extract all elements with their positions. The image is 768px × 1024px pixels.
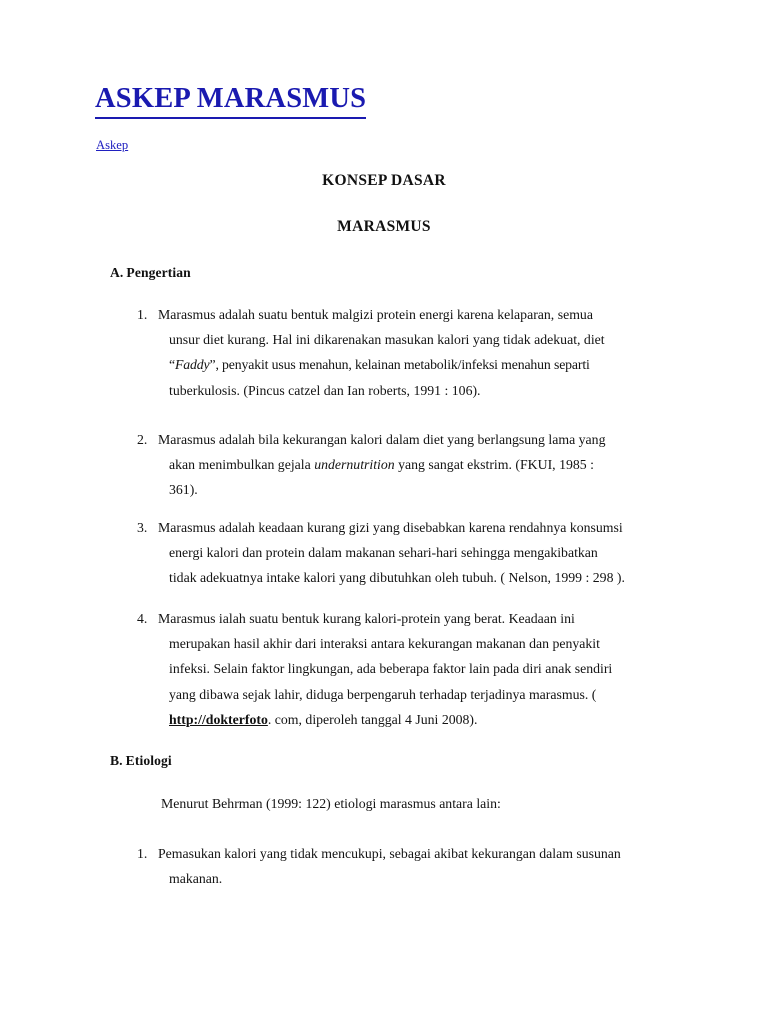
page-title bbox=[95, 84, 366, 119]
list-item bbox=[137, 841, 682, 891]
text-line-faddy: “Faddy”, penyakit usus menahun, kelainan metabolik/infeksi menahun separti bbox=[169, 357, 590, 373]
external-link-dokterfoto[interactable]: http://dokterfoto bbox=[169, 711, 268, 727]
text-line: Pemasukan kalori yang tidak mencukupi, sebagai akibat kekurangan dalam susunan bbox=[158, 846, 621, 861]
list-marker: 4. bbox=[137, 611, 148, 626]
list-marker: 1. bbox=[137, 846, 148, 861]
page-title-text: ASKEP MARASMUS bbox=[95, 84, 366, 119]
text-line-undernutrition: akan menimbulkan gejala undernutrition yang sangat ekstrim. (FKUI, 1985 : bbox=[169, 457, 594, 473]
text-line: energi kalori dan protein dalam makanan sehari-hari sehingga mengakibatkan bbox=[169, 545, 598, 561]
text-line: Marasmus adalah bila kekurangan kalori dalam diet yang berlangsung lama yang bbox=[158, 432, 606, 447]
list-item-body bbox=[158, 515, 682, 591]
list-marker: 2. bbox=[137, 432, 148, 447]
text-line: tidak adekuatnya intake kalori yang dibutuhkan oleh tubuh. ( Nelson, 1999 : 298 ). bbox=[169, 570, 625, 586]
text-line: makanan. bbox=[169, 871, 223, 887]
heading-marasmus: MARASMUS bbox=[337, 218, 431, 235]
breadcrumb-link-askep[interactable]: Askep bbox=[96, 138, 129, 152]
list-item-body bbox=[158, 606, 682, 732]
list-item-body bbox=[158, 841, 682, 891]
section-b-letter: B. bbox=[110, 753, 123, 768]
italic-term: Faddy bbox=[174, 357, 210, 373]
link-tail-text: . com, diperoleh tanggal 4 Juni 2008). bbox=[267, 711, 478, 727]
text-line: infeksi. Selain faktor lingkungan, ada beberapa faktor lain pada diri anak sendiri bbox=[169, 661, 613, 677]
list-item bbox=[137, 606, 682, 732]
list-marker: 3. bbox=[137, 520, 148, 535]
text-line: Marasmus adalah keadaan kurang gizi yang disebabkan karena rendahnya konsumsi bbox=[158, 520, 623, 535]
list-item bbox=[137, 515, 682, 591]
section-heading-b bbox=[110, 753, 172, 769]
text-line: tuberkulosis. (Pincus catzel dan Ian roberts, 1991 : 106). bbox=[169, 382, 481, 398]
section-heading-a bbox=[110, 265, 191, 281]
text-line: 361). bbox=[169, 482, 198, 498]
section-b-label: Etiologi bbox=[125, 753, 172, 768]
text-line-source bbox=[158, 707, 682, 732]
list-item-body bbox=[158, 427, 682, 503]
italic-term: undernutrition bbox=[314, 457, 395, 473]
list-marker: 1. bbox=[137, 307, 148, 322]
list-item bbox=[137, 302, 682, 403]
section-a-label: Pengertian bbox=[126, 265, 191, 280]
section-b-intro: Menurut Behrman (1999: 122) etiologi marasmus antara lain: bbox=[161, 796, 501, 811]
section-a-letter: A. bbox=[110, 265, 124, 280]
text-line: Marasmus adalah suatu bentuk malgizi protein energi karena kelaparan, semua bbox=[158, 307, 593, 322]
text-line: yang dibawa sejak lahir, diduga berpengaruh terhadap terjadinya marasmus. ( bbox=[169, 686, 597, 702]
list-item-body bbox=[158, 302, 682, 403]
text-line: Marasmus ialah suatu bentuk kurang kalori-protein yang berat. Keadaan ini bbox=[158, 611, 575, 626]
heading-konsep-dasar: KONSEP DASAR bbox=[322, 172, 446, 189]
text-line: merupakan hasil akhir dari interaksi antara kekurangan makanan dan penyakit bbox=[169, 636, 600, 652]
list-item bbox=[137, 427, 682, 503]
text-line: unsur diet kurang. Hal ini dikarenakan masukan kalori yang tidak adekuat, diet bbox=[169, 332, 605, 348]
